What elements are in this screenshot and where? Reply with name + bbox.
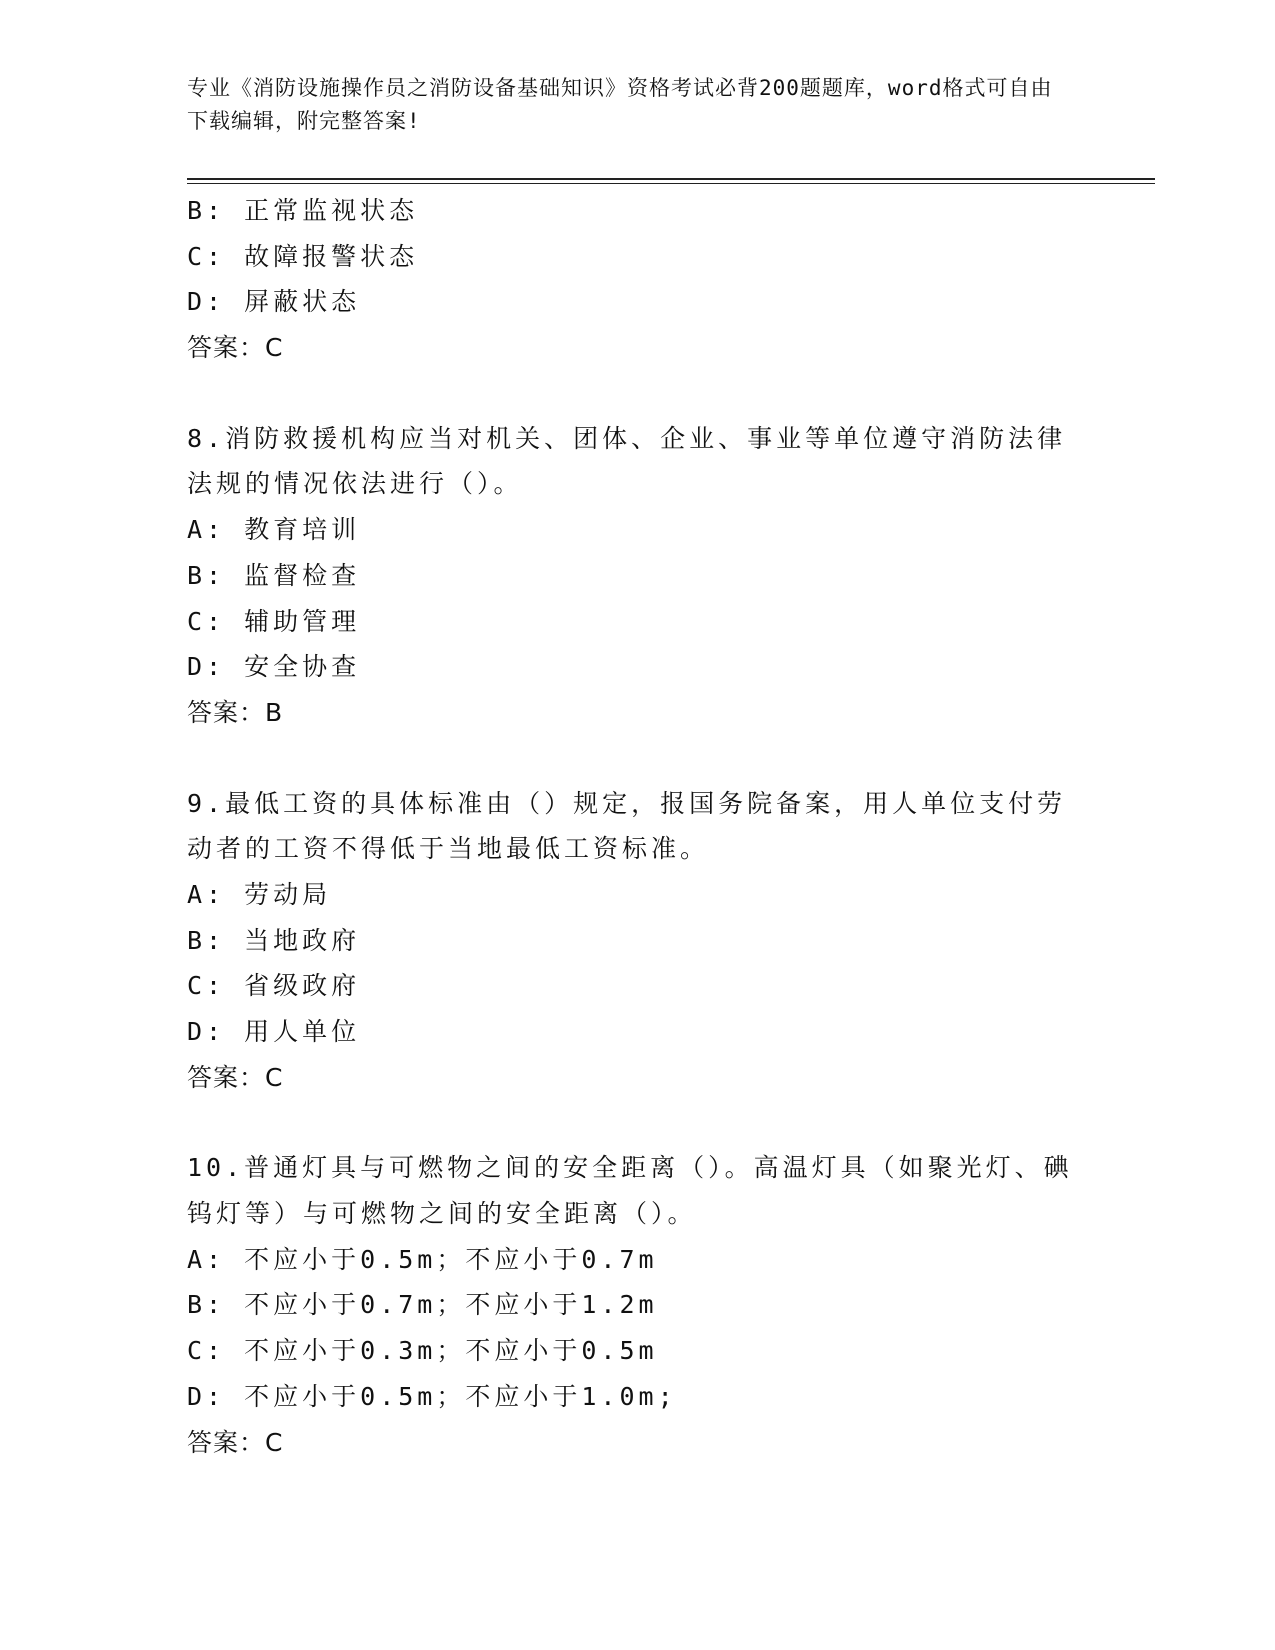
option-c: C: 不应小于0.3m；不应小于0.5m <box>187 1336 658 1366</box>
option-b: B: 不应小于0.7m；不应小于1.2m <box>187 1290 658 1320</box>
option-d: D: 屏蔽状态 <box>187 287 361 317</box>
option-a: A: 不应小于0.5m；不应小于0.7m <box>187 1244 658 1274</box>
document-title: 专业《消防设施操作员之消防设备基础知识》资格考试必背200题题库，word格式可自由下载编辑，附完整答案! <box>187 76 1053 133</box>
question-text-line-1: 8.消防救援机构应当对机关、团体、企业、事业等单位遵守消防法律 <box>187 423 1067 453</box>
question-10 <box>187 1145 1087 1465</box>
option-c: C: 故障报警状态 <box>187 241 419 271</box>
option-d: D: 不应小于0.5m；不应小于1.0m; <box>187 1381 677 1411</box>
question-text-line-2: 法规的情况依法进行（）。 <box>187 469 523 499</box>
document-header <box>187 72 1067 138</box>
header-divider-thin <box>187 183 1155 184</box>
option-a: A: 劳动局 <box>187 879 332 909</box>
question-8 <box>187 416 1087 736</box>
question-7-continued <box>187 188 1087 371</box>
option-d: D: 安全协查 <box>187 652 361 682</box>
spacer <box>187 736 1087 781</box>
header-divider-thick <box>187 178 1155 180</box>
question-text-line-2: 钨灯等）与可燃物之间的安全距离（）。 <box>187 1199 697 1229</box>
question-text-line-1: 9.最低工资的具体标准由（）规定，报国务院备案，用人单位支付劳 <box>187 788 1067 818</box>
answer-line: 答案：C <box>187 333 284 363</box>
spacer <box>187 1100 1087 1145</box>
answer-line: 答案：B <box>187 697 284 727</box>
option-c: C: 省级政府 <box>187 971 361 1001</box>
answer-line: 答案：C <box>187 1062 284 1092</box>
question-9 <box>187 781 1087 1101</box>
option-a: A: 教育培训 <box>187 515 361 545</box>
question-text-line-1: 10.普通灯具与可燃物之间的安全距离（）。高温灯具（如聚光灯、碘 <box>187 1153 1073 1183</box>
option-b: B: 监督检查 <box>187 560 361 590</box>
question-list <box>187 188 1087 1465</box>
answer-line: 答案：C <box>187 1427 284 1457</box>
option-b: B: 正常监视状态 <box>187 196 419 225</box>
option-c: C: 辅助管理 <box>187 606 361 636</box>
option-b: B: 当地政府 <box>187 925 361 955</box>
option-d: D: 用人单位 <box>187 1017 361 1046</box>
spacer <box>187 371 1087 416</box>
question-text-line-2: 动者的工资不得低于当地最低工资标准。 <box>187 834 710 864</box>
